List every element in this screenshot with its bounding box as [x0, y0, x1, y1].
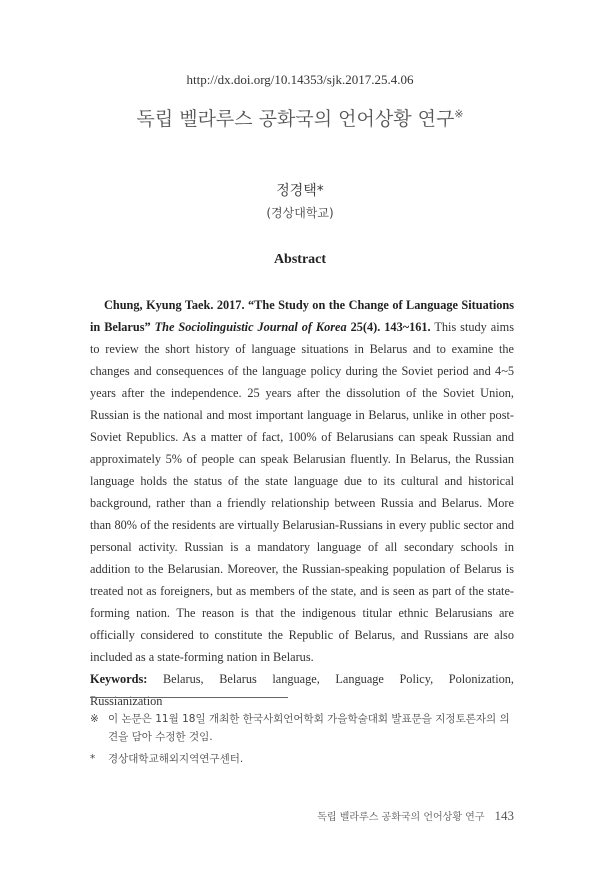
footnote-mark: ※ [90, 713, 99, 725]
abstract-heading: Abstract [273, 252, 327, 267]
keywords-label: Keywords: [90, 672, 148, 686]
footnotes [90, 710, 518, 768]
footnote-text: 경상대학교해외지역연구센터. [108, 753, 244, 765]
citation-volume-pages: 25(4). 143~161. [350, 320, 431, 334]
footnote-mark: * [90, 753, 96, 765]
title-footnote-mark: ※ [454, 107, 464, 121]
doi-link[interactable]: http://dx.doi.org/10.14353/sjk.2017.25.4.06 [186, 72, 414, 87]
author-affiliation: (경상대학교) [266, 206, 334, 220]
citation-journal: The Sociolinguistic Journal of Korea [154, 320, 347, 334]
footnote-item [90, 750, 518, 768]
footnote-divider [90, 697, 288, 698]
citation-authors-year: Chung, Kyung Taek. 2017. [104, 298, 245, 312]
footnote-text: 이 논문은 11월 18일 개최한 한국사회언어학회 가을학술대회 발표문을 지정토론자의 의견을 담아 수정한 것임. [108, 713, 510, 743]
page-number: 143 [494, 808, 514, 823]
keywords-list: Belarus, Belarus language, Language Policy, Polonization, Russianization [90, 672, 514, 708]
footnote-item [90, 710, 518, 746]
abstract-body [90, 294, 514, 712]
author-name: 정경택* [276, 183, 324, 199]
abstract-paragraph [90, 294, 514, 668]
abstract-text: This study aims to review the short history of language situations in Belarus and to examine the changes and consequences of the language policy during the Soviet period and 4~5 years after the independence. 25 years after the dissolution of the Soviet Union, Russian is the national and most important language in Belarus, unlike in other post-Soviet Republics. As a matter of fact, 100% of Belarusians can speak Russian and approximately 5% of people can speak Belarusian fluently. In Belarus, the Russian language holds the status of the state language due to its cultural and historical background, rather than a friendly relationship between Russia and Belarus. More than 80% of the residents are virtually Belarusian-Russians in every public sector and personal activity. Russian is a mandatory language of all secondary schools in addition to the Belarusian. Moreover, the Russian-speaking population of Belarus is treated not as foreigners, but as members of the state, and is seen as part of the state-forming nation. The reason is that the indigenous titular ethnic Belarusians are officially considered to constitute the Republic of Belarus, and Russians are also included as a state-forming nation in Belarus. [90, 320, 514, 664]
paper-title [0, 104, 600, 131]
keywords-line [90, 668, 514, 712]
page-footer [300, 808, 514, 824]
paper-title-text: 독립 벨라루스 공화국의 언어상황 연구 [136, 108, 455, 130]
running-title: 독립 벨라루스 공화국의 언어상황 연구 [317, 812, 485, 823]
citation-paper-title: “The Study on the Change of Language Situations in Belarus” [90, 298, 515, 334]
